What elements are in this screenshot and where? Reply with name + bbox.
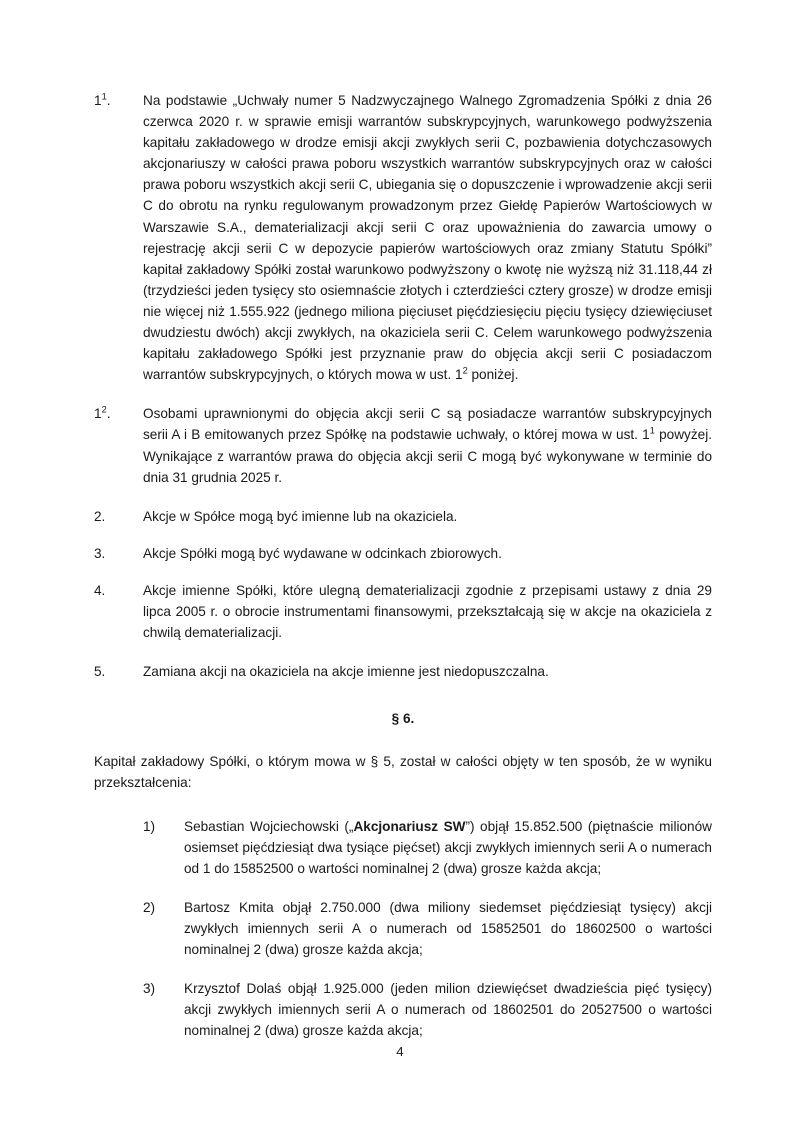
clause-text-superscript: 1	[649, 425, 655, 436]
clause-text	[143, 90, 712, 385]
page-content	[94, 90, 712, 1059]
list-item-marker: 1)	[143, 818, 156, 834]
clause-marker-base: 1	[94, 406, 102, 422]
clause-marker	[94, 403, 143, 424]
list-item-marker: 3)	[143, 981, 156, 997]
clause-marker: 4.	[94, 582, 106, 598]
list-item-text-rest: Bartosz Kmita objął 2.750.000 (dwa miliony siedemset pięćdziesiąt tysięcy) akcji zwykłych imiennych serii A o numerach od 15852501 do 18602500 o wartości nominalnej 2 (dwa) grosze każda akcja;	[184, 899, 712, 957]
clause-text-main: Na podstawie „Uchwały numer 5 Nadzwyczajnego Walnego Zgromadzenia Spółki z dnia 26 czerwca 2020 r. w sprawie emisji warrantów subskrypcyjnych, warunkowego podwyższenia kapitału zakładowego w drodze emisji akcji zwykłych serii C, pozbawienia dotychczasowych akcjonariuszy w całości prawa poboru wszystkich warrantów subskrypcyjnych oraz w całości prawa poboru wszystkich akcji serii C, ubiegania się o dopuszczenie i wprowadzenie akcji serii C do obrotu na rynku regulowanym prowadzonym przez Giełdę Papierów Wartościowych w Warszawie S.A., dematerializacji akcji serii C oraz upoważnienia do zawarcia umowy o rejestrację akcji serii C w depozycie papierów wartościowych oraz zmiany Statutu Spółki” kapitał zakładowy Spółki został warunkowo podwyższony o kwotę nie wyższą niż 31.118,44 zł (trzydzieści jeden tysięcy sto osiemnaście złotych i czterdzieści cztery grosze) w drodze emisji nie więcej niż 1.555.922 (jednego miliona pięciuset pięćdziesięciu pięciu tysięcy dziewięciuset dwudziestu dwóch) akcji zwykłych, na okaziciela serii C. Celem warunkowego podwyższenia kapitału zakładowego Spółki jest przyznanie praw do objęcia akcji serii C posiadaczom warrantów subskrypcyjnych, o których mowa w ust. 1	[143, 93, 712, 383]
list-item-text-rest: ”) objął 15.852.500 (piętnaście milionów osiemset pięćdziesiąt dwa tysiące pięćset) akcji zwykłych imiennych serii A o numerach od 1 do 15852500 o wartości nominalnej 2 (dwa) grosze każda akcja;	[184, 818, 712, 876]
clause-text-superscript: 2	[462, 365, 468, 376]
list-item-marker: 2)	[143, 899, 156, 915]
clause-marker	[94, 90, 143, 111]
clause-item	[94, 543, 712, 564]
subscribers-list	[94, 816, 712, 1042]
list-item-text	[184, 897, 712, 960]
list-item-text	[184, 816, 712, 879]
clause-marker-base: 1	[94, 93, 102, 108]
clause-text-tail: powyżej. Wynikające z warrantów prawa do objęcia akcji serii C mogą być wykonywane w terminie do dnia 31 grudnia 2025 r.	[143, 427, 712, 485]
section-heading: § 6.	[391, 711, 415, 727]
list-item-text-lead: Sebastian Wojciechowski („	[184, 818, 354, 834]
list-item	[94, 897, 712, 960]
clause-text: Zamiana akcji na okaziciela na akcje imienne jest niedopuszczalna.	[143, 664, 549, 680]
section-intro-paragraph: Kapitał zakładowy Spółki, o którym mowa w § 5, został w całości objęty w ten sposób, że w wyniku przekształcenia:	[94, 754, 712, 791]
clause-text: Akcje w Spółce mogą być imienne lub na okaziciela.	[143, 508, 458, 524]
clause-item	[94, 580, 712, 643]
clause-marker-suffix: .	[106, 406, 111, 422]
clause-marker-superscript: 2	[101, 404, 107, 415]
clause-text	[143, 403, 712, 487]
clause-marker: 2.	[94, 508, 106, 524]
clause-marker: 3.	[94, 545, 106, 561]
list-item	[94, 816, 712, 879]
clause-text: Akcje imienne Spółki, które ulegną dematerializacji zgodnie z przepisami ustawy z dnia 29 lipca 2005 r. o obrocie instrumentami finansowymi, przekształcają się w akcje na okaziciela z chwilą dematerializacji.	[143, 582, 712, 641]
clause-item	[94, 90, 712, 385]
clause-text: Akcje Spółki mogą być wydawane w odcinkach zbiorowych.	[143, 545, 502, 561]
clause-item	[94, 506, 712, 527]
clause-item	[94, 403, 712, 487]
clause-item	[94, 661, 712, 682]
clause-text-tail: poniżej.	[467, 367, 519, 383]
clause-text-main: Osobami uprawnionymi do objęcia akcji serii C są posiadacze warrantów subskrypcyjnych serii A i B emitowanych przez Spółkę na podstawie uchwały, o której mowa w ust. 1	[143, 406, 712, 443]
clause-marker: 5.	[94, 664, 106, 680]
list-item-text-rest: Krzysztof Dolaś objął 1.925.000 (jeden milion dziewięćset dwadzieścia pięć tysięcy) akcji zwykłych imiennych serii A o numerach od 18602501 do 20527500 o wartości nominalnej 2 (dwa) grosze każda akcja;	[184, 981, 712, 1039]
list-item-defined-term: Akcjonariusz SW	[353, 818, 466, 834]
page-number: 4	[396, 1044, 404, 1059]
clause-marker-suffix: .	[106, 93, 111, 108]
clause-marker-superscript: 1	[101, 91, 107, 102]
list-item	[94, 978, 712, 1041]
list-item-text	[184, 978, 712, 1041]
